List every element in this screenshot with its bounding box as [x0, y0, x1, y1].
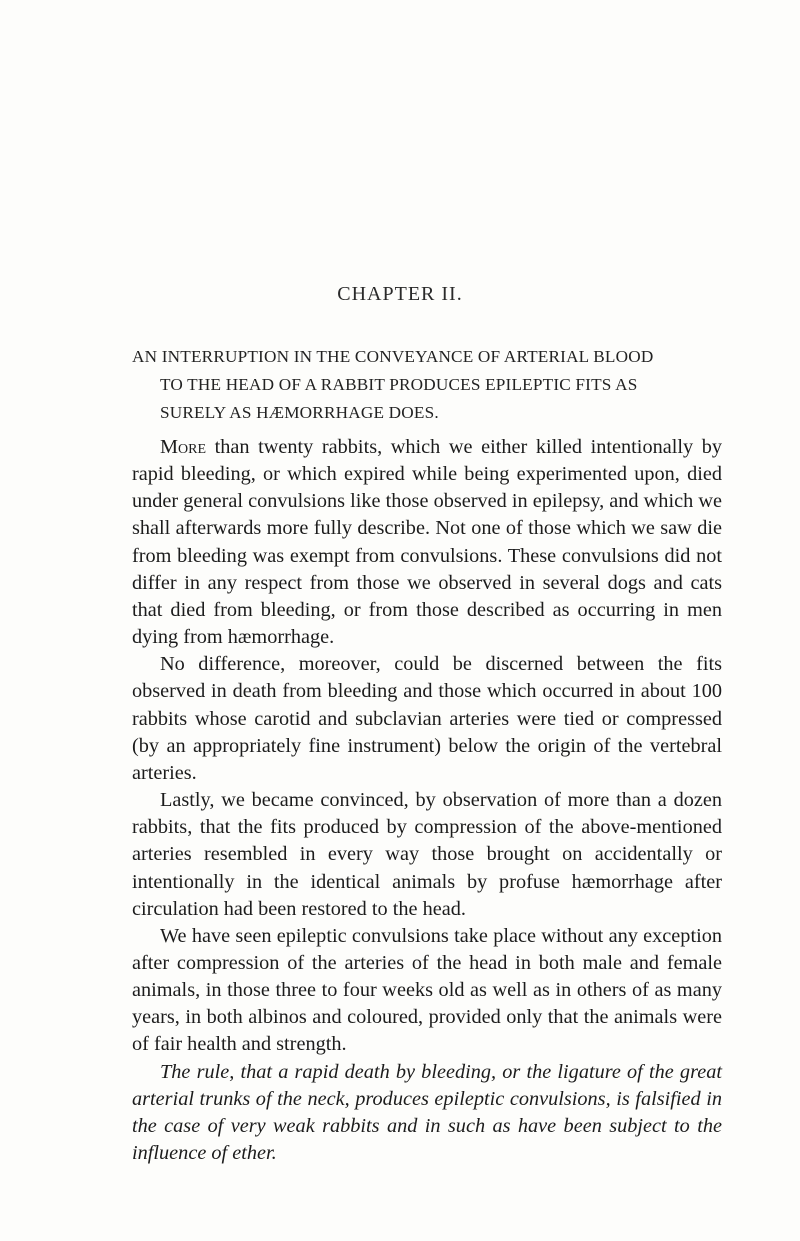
- chapter-heading-line-3: SURELY AS HÆMORRHAGE DOES.: [160, 403, 439, 422]
- paragraph-3: Lastly, we became convinced, by observation of more than a dozen rabbits, that the fits produced by compression of the above-mentioned arteries resembled in every way those brought on accidentally or intentionally in the identical animals by profuse hæmorrhage after circulation had been restored to the head.: [132, 789, 722, 920]
- chapter-title: CHAPTER II.: [337, 283, 463, 305]
- chapter-heading: [132, 343, 722, 427]
- paragraph-4: We have seen epileptic convulsions take place without any exception after compression of the arteries of the head in both male and female animals, in those three to four weeks old as well as in others of as many years, in both albinos and coloured, provided only that the animals were of fair health and strength.: [132, 924, 722, 1056]
- chapter-heading-line-1: AN INTERRUPTION IN THE CONVEYANCE OF ARTERIAL BLOOD: [132, 347, 654, 366]
- paragraph-1-lead-word: More: [160, 436, 207, 458]
- paragraph-1-text: than twenty rabbits, which we either killed intentionally by rapid bleeding, or which expired while being experimented upon, died under general convulsions like those observed in epilepsy, and which we shall afterwards more fully describe. Not one of those which we saw die from bleeding was exempt from convulsions. These convulsions did not differ in any respect from those we observed in several dogs and cats that died from bleeding, or from those described as occurring in men dying from hæmorrhage.: [132, 436, 722, 649]
- paragraph-5: The rule, that a rapid death by bleeding, or the ligature of the great arterial trunks of the neck, produces epileptic convulsions, is falsified in the case of very weak rabbits and in such as have been subject to the influence of ether.: [132, 1060, 722, 1165]
- chapter-body: [132, 434, 722, 1167]
- chapter-heading-line-2: TO THE HEAD OF A RABBIT PRODUCES EPILEPTIC FITS AS: [160, 375, 638, 394]
- paragraph-1: [132, 434, 722, 651]
- paragraph-2: No difference, moreover, could be discerned between the fits observed in death from bleeding and those which occurred in about 100 rabbits whose carotid and subclavian arteries were tied or compressed (by an appropriately fine instrument) below the origin of the vertebral arteries.: [132, 653, 722, 784]
